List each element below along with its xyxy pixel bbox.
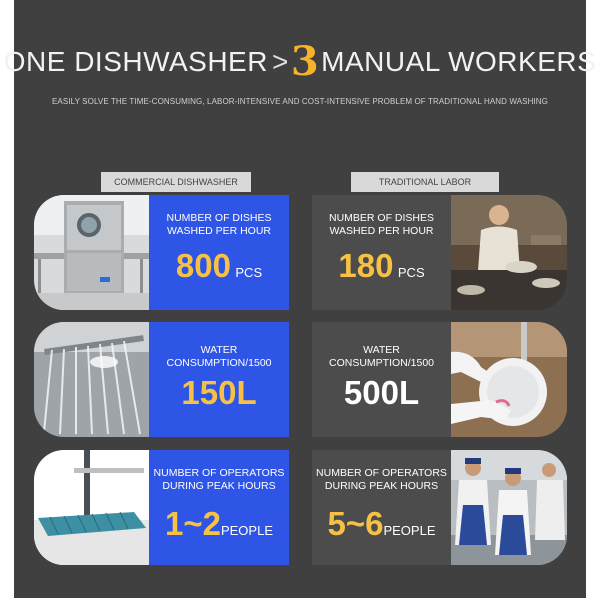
headline-left: ONE DISHWASHER bbox=[3, 46, 268, 77]
water-spray-photo bbox=[34, 322, 150, 437]
stat-label bbox=[312, 344, 451, 370]
stat-label-line2: WASHED PER HOUR bbox=[166, 225, 272, 237]
stat-unit: PEOPLE bbox=[383, 523, 436, 538]
stat-value-group bbox=[149, 247, 289, 285]
card-dishwasher-dishes bbox=[34, 195, 289, 310]
stat-value: 180 bbox=[338, 247, 394, 284]
stat-value-group bbox=[312, 247, 451, 285]
stat-label-line1: WATER bbox=[200, 344, 238, 356]
stat-label bbox=[149, 212, 289, 238]
stat-value: 5~6 bbox=[327, 505, 384, 542]
card-labor-water bbox=[312, 322, 567, 437]
stat-labor-water bbox=[312, 322, 451, 437]
stat-label-line2: CONSUMPTION/1500 bbox=[166, 357, 272, 369]
stat-label bbox=[149, 344, 289, 370]
stat-label bbox=[149, 467, 289, 493]
stat-value-group bbox=[312, 505, 451, 543]
dish-rack-photo bbox=[34, 450, 150, 565]
headline bbox=[0, 38, 600, 85]
stat-label-line1: NUMBER OF DISHES bbox=[166, 212, 272, 224]
chef-washing-photo bbox=[451, 195, 567, 310]
stat-value: 800 bbox=[175, 247, 231, 284]
tag-traditional-labor: TRADITIONAL LABOR bbox=[351, 172, 499, 192]
stat-value-group bbox=[312, 374, 451, 412]
stat-value: 150L bbox=[181, 374, 257, 411]
stat-labor-operators bbox=[312, 450, 451, 565]
kitchen-workers-photo bbox=[451, 450, 567, 565]
stat-label-line1: NUMBER OF OPERATORS bbox=[153, 467, 285, 479]
tag-commercial-dishwasher: COMMERCIAL DISHWASHER bbox=[101, 172, 251, 192]
card-dishwasher-water bbox=[34, 322, 289, 437]
stat-value-group bbox=[149, 374, 289, 412]
stat-label-line2: DURING PEAK HOURS bbox=[324, 480, 439, 492]
stat-dishwasher-dishes bbox=[149, 195, 289, 310]
stat-label-line1: NUMBER OF OPERATORS bbox=[316, 467, 447, 479]
stat-label-line2: WASHED PER HOUR bbox=[329, 225, 434, 237]
stat-label bbox=[312, 212, 451, 238]
stat-unit: PCS bbox=[397, 265, 425, 280]
stat-labor-dishes bbox=[312, 195, 451, 310]
subtitle: EASILY SOLVE THE TIME-CONSUMING, LABOR-INTENSIVE AND COST-INTENSIVE PROBLEM OF TRADITIONAL HAND WASHING bbox=[51, 97, 548, 106]
stat-label-line1: NUMBER OF DISHES bbox=[328, 212, 434, 224]
headline-right: MANUAL WORKERS bbox=[321, 46, 597, 77]
gloves-washing-photo bbox=[451, 322, 567, 437]
stat-dishwasher-water bbox=[149, 322, 289, 437]
stat-label-line1: WATER bbox=[363, 344, 400, 356]
headline-number: 3 bbox=[290, 38, 320, 85]
card-labor-dishes bbox=[312, 195, 567, 310]
card-dishwasher-operators bbox=[34, 450, 289, 565]
stat-unit: PCS bbox=[235, 265, 263, 280]
stat-label bbox=[312, 467, 451, 493]
headline-greater-than: > bbox=[271, 46, 289, 77]
card-labor-operators bbox=[312, 450, 567, 565]
stat-unit: PEOPLE bbox=[220, 523, 273, 538]
stat-dishwasher-operators bbox=[149, 450, 289, 565]
stat-value: 1~2 bbox=[164, 505, 221, 542]
stat-value-group bbox=[149, 505, 289, 543]
stat-label-line2: DURING PEAK HOURS bbox=[162, 480, 276, 492]
stat-value: 500L bbox=[343, 374, 420, 411]
dishwasher-machine-photo bbox=[34, 195, 150, 310]
stat-label-line2: CONSUMPTION/1500 bbox=[328, 357, 435, 369]
